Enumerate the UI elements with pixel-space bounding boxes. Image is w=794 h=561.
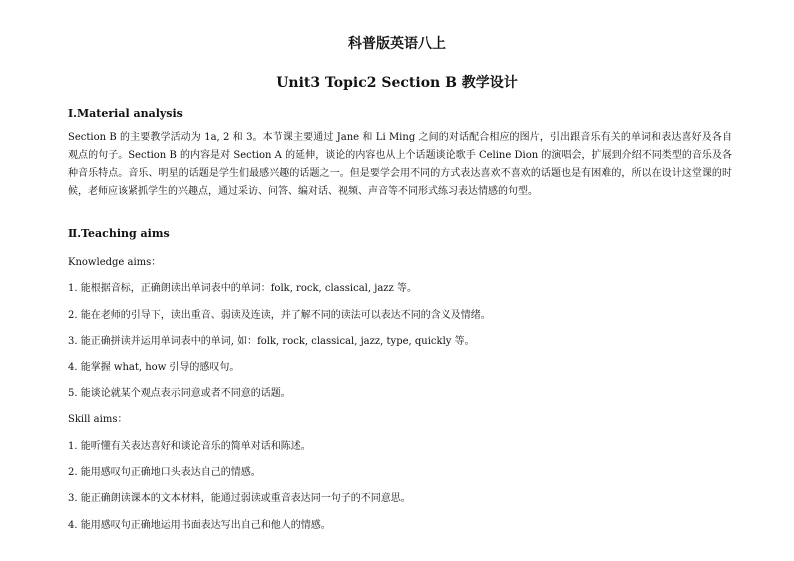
skill-aims-label: Skill aims： bbox=[68, 414, 128, 425]
document-subtitle: Unit3 Topic2 Section B 教学设计 bbox=[276, 75, 518, 91]
document-title: 科普版英语八上 bbox=[348, 36, 446, 52]
section-heading-teaching-aims: Ⅱ.Teaching aims bbox=[68, 227, 170, 240]
knowledge-item: 1. 能根据音标，正确朗读出单词表中的单词：folk, rock, classical, jazz 等。 bbox=[68, 283, 417, 294]
skill-item: 1. 能听懂有关表达喜好和谈论音乐的简单对话和陈述。 bbox=[68, 441, 311, 452]
material-analysis-paragraph: Section B 的主要教学活动为 1a, 2 和 3。本节课主要通过 Jane 和 Li Ming 之间的对话配合相应的图片，引出跟音乐有关的单词和表达喜好及各自观点的句子。Section B 的内容是对 Section A 的延伸，谈论的内容也从上个话题谈论歌手 Celine Dion 的演唱会，扩展到介绍不同类型的音乐及各种音乐特点。音乐、明星的话题是学生们最感兴趣的话题之一。但是要学会用不同的方式表达喜欢不喜欢的话题也是有困难的，所以在设计这堂课的时候，老师应该紧抓学生的兴趣点，通过采访、问答、编对话、视频、声音等不同形式练习表达情感的句型。 bbox=[68, 132, 732, 197]
knowledge-item: 2. 能在老师的引导下，读出重音、弱读及连读，并了解不同的读法可以表达不同的含义及情绪。 bbox=[68, 310, 491, 321]
section-heading-material-analysis: Ⅰ.Material analysis bbox=[68, 107, 183, 120]
skill-item: 3. 能正确朗读课本的文本材料，能通过弱读或重音表达同一句子的不同意思。 bbox=[68, 493, 411, 504]
knowledge-item: 3. 能正确拼读并运用单词表中的单词, 如：folk, rock, classical, jazz, type, quickly 等。 bbox=[68, 336, 475, 347]
skill-item: 4. 能用感叹句正确地运用书面表达写出自己和他人的情感。 bbox=[68, 520, 331, 531]
knowledge-item: 4. 能掌握 what, how 引导的感叹句。 bbox=[68, 362, 240, 373]
knowledge-aims-label: Knowledge aims： bbox=[68, 257, 162, 268]
skill-item: 2. 能用感叹句正确地口头表达自己的情感。 bbox=[68, 467, 261, 478]
knowledge-item: 5. 能谈论就某个观点表示同意或者不同意的话题。 bbox=[68, 388, 291, 399]
